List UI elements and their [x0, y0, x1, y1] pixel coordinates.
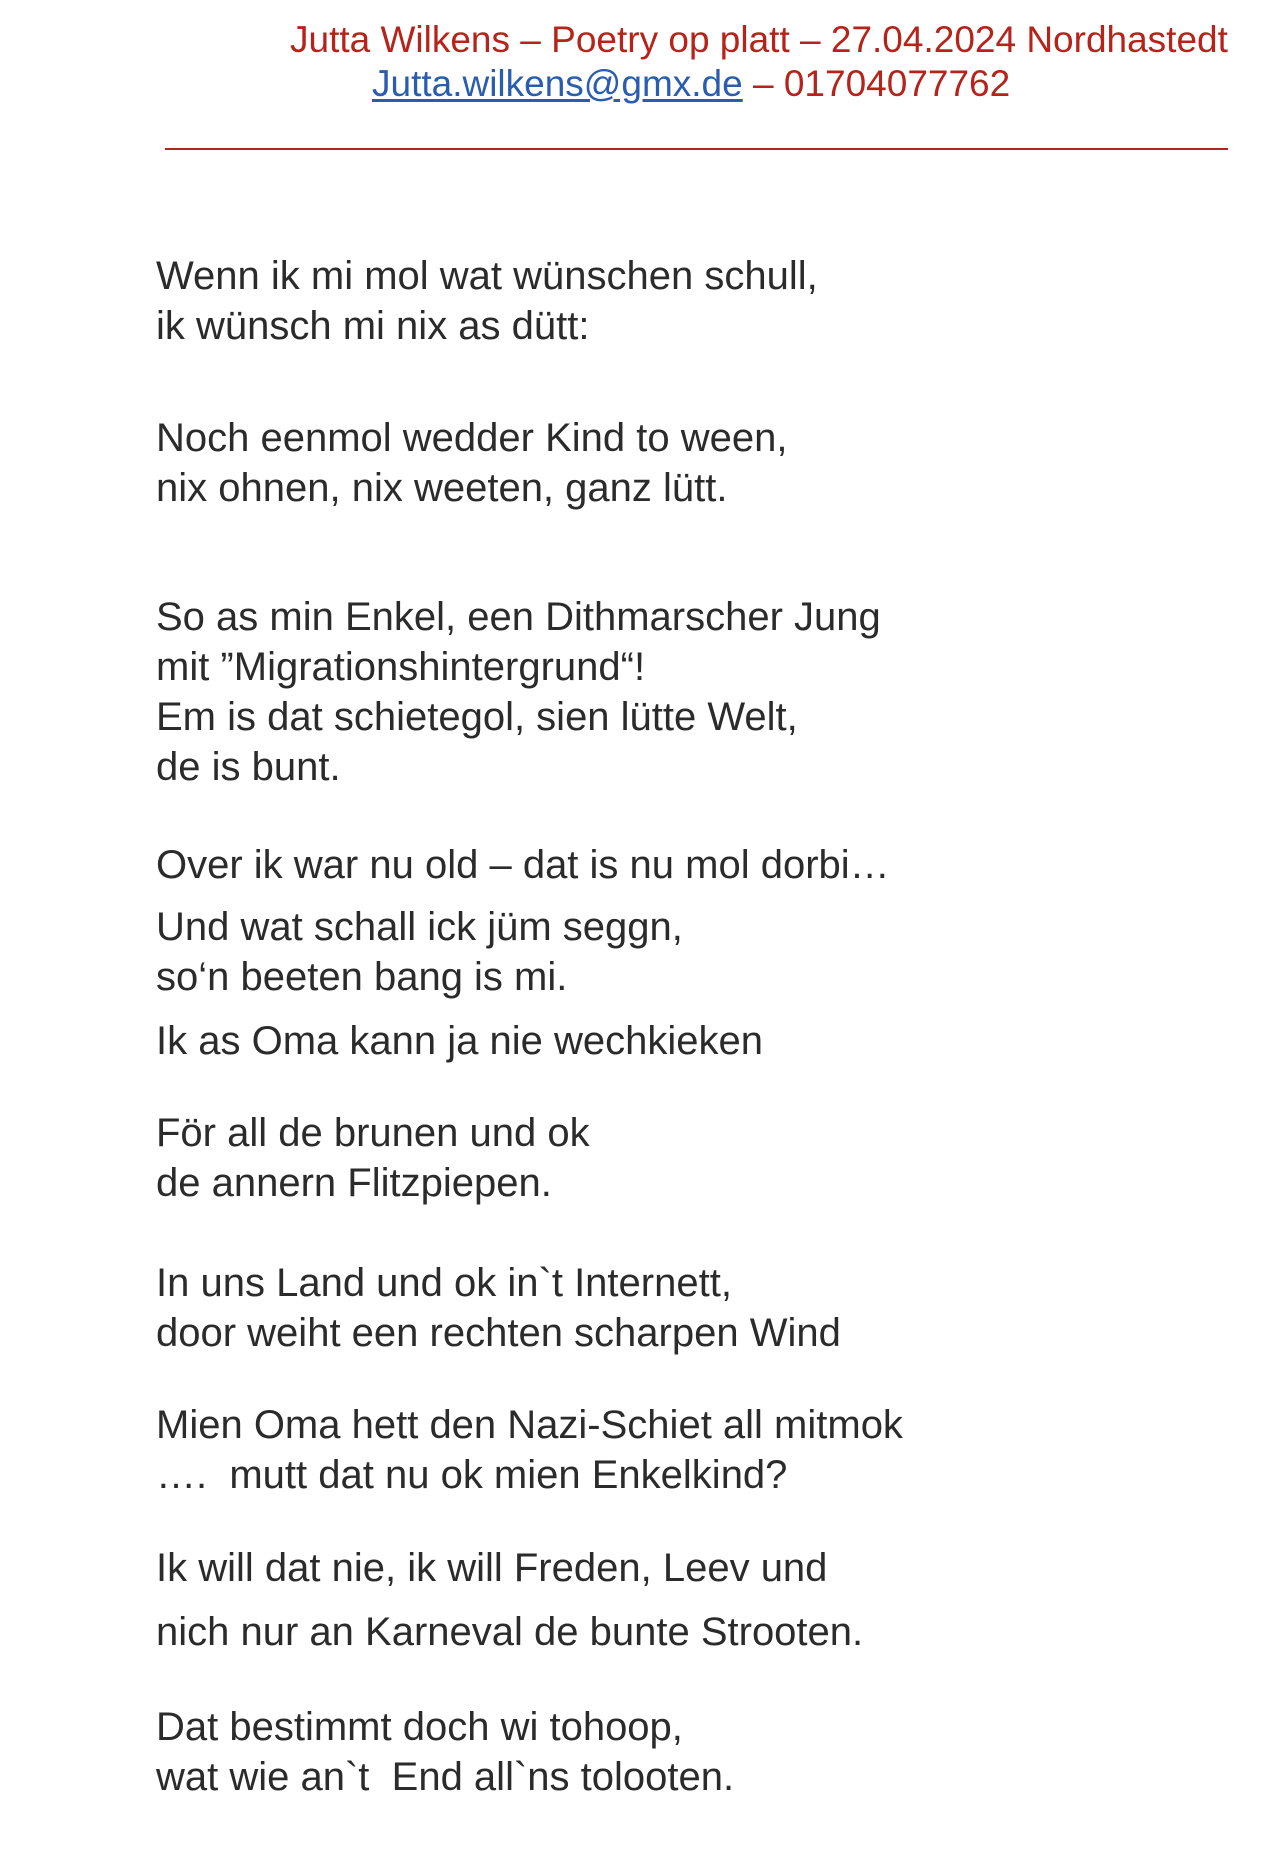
poem-line: Em is dat schietegol, sien lütte Welt, [156, 695, 798, 739]
poem-line: mit ”Migrationshintergrund“! [156, 645, 646, 689]
poem-line: In uns Land und ok in`t Internett, [156, 1261, 732, 1305]
poem-line: Over ik war nu old – dat is nu mol dorbi… [156, 843, 890, 887]
poem-line: Ik as Oma kann ja nie wechkieken [156, 1019, 763, 1063]
poem-line: ik wünsch mi nix as dütt: [156, 304, 590, 348]
document-header [0, 18, 1272, 106]
poem-line: Dat bestimmt doch wi tohoop, [156, 1705, 683, 1749]
email-link[interactable]: Jutta.wilkens@gmx.de [372, 63, 743, 104]
poem-line: door weiht een rechten scharpen Wind [156, 1311, 841, 1355]
poem-line: so‘n beeten bang is mi. [156, 955, 568, 999]
poem-line: Noch eenmol wedder Kind to ween, [156, 416, 788, 460]
header-title: Jutta Wilkens – Poetry op platt – 27.04.2024 Nordhastedt [290, 19, 1228, 60]
poem-line: de annern Flitzpiepen. [156, 1161, 552, 1205]
header-contact [0, 62, 1272, 106]
poem-line: Und wat schall ick jüm seggn, [156, 905, 683, 949]
poem-line: So as min Enkel, een Dithmarscher Jung [156, 595, 881, 639]
phone-number: – 01704077762 [742, 63, 1011, 104]
poem-line: wat wie an`t End all`ns tolooten. [156, 1755, 735, 1799]
poem-line: de is bunt. [156, 745, 341, 789]
poem-line: Ik will dat nie, ik will Freden, Leev und [156, 1546, 828, 1590]
header-divider [165, 148, 1228, 150]
poem-line: …. mutt dat nu ok mien Enkelkind? [156, 1453, 788, 1497]
poem-line: För all de brunen und ok [156, 1111, 590, 1155]
poem-line: nix ohnen, nix weeten, ganz lütt. [156, 466, 728, 510]
poem-line: nich nur an Karneval de bunte Strooten. [156, 1610, 864, 1654]
poem-line: Wenn ik mi mol wat wünschen schull, [156, 254, 818, 298]
poem-line: Mien Oma hett den Nazi-Schiet all mitmok [156, 1403, 903, 1447]
